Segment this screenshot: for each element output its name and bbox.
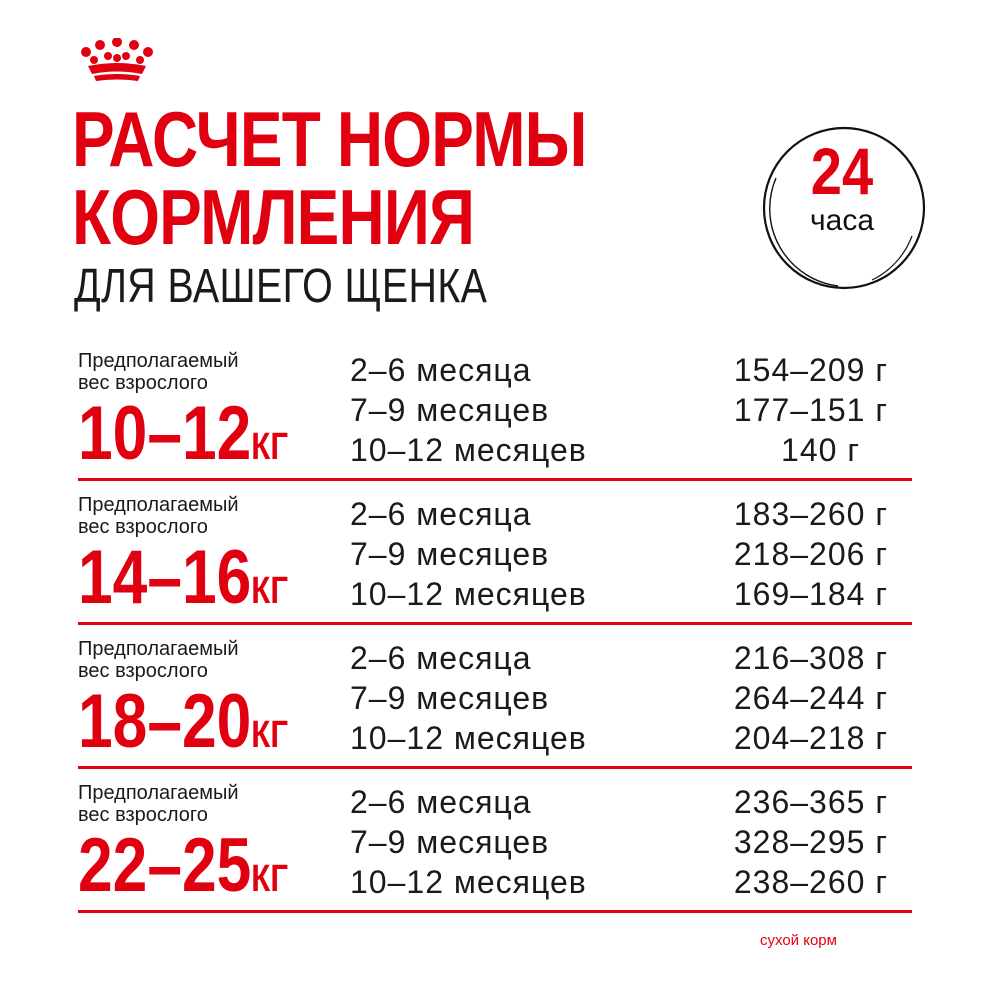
divider — [78, 478, 912, 481]
badge-number: 24 — [810, 134, 874, 208]
row-amount: 236–365 г — [733, 784, 888, 820]
group-label — [78, 638, 308, 682]
group-label — [78, 782, 308, 826]
group-label — [78, 350, 308, 394]
group-weight — [78, 535, 288, 631]
feeding-row — [350, 350, 888, 390]
group-label-line-2: вес взрослого — [78, 516, 208, 538]
group-weight — [78, 391, 288, 487]
row-age: 10–12 месяцев — [350, 576, 587, 612]
feeding-row — [350, 862, 888, 902]
row-age: 7–9 месяцев — [350, 536, 550, 572]
row-amount: 264–244 г — [733, 680, 888, 716]
row-age: 7–9 месяцев — [350, 824, 550, 860]
weight-unit: КГ — [251, 858, 288, 900]
row-age: 2–6 месяца — [350, 352, 532, 388]
feeding-row — [350, 782, 888, 822]
feeding-row — [350, 390, 888, 430]
row-age: 7–9 месяцев — [350, 680, 550, 716]
group-weight — [78, 823, 288, 919]
weight-group-14-16 — [78, 494, 912, 632]
feeding-row — [350, 534, 888, 574]
weight-unit: КГ — [251, 714, 288, 756]
feeding-rows — [350, 638, 888, 758]
weight-unit: КГ — [251, 570, 288, 612]
row-amount: 218–206 г — [733, 536, 888, 572]
row-age: 7–9 месяцев — [350, 392, 550, 428]
title-line-2: КОРМЛЕНИЯ — [72, 173, 475, 261]
row-age: 2–6 месяца — [350, 640, 532, 676]
group-label-line-2: вес взрослого — [78, 804, 208, 826]
group-label-line-2: вес взрослого — [78, 372, 208, 394]
feeding-row — [350, 574, 888, 614]
row-amount: 216–308 г — [733, 640, 888, 676]
feeding-row — [350, 822, 888, 862]
feeding-row — [350, 678, 888, 718]
feeding-row — [350, 430, 888, 470]
weight-value: 22–25 — [78, 823, 252, 908]
divider — [78, 622, 912, 625]
row-amount: 177–151 г — [733, 392, 888, 428]
row-amount: 238–260 г — [733, 864, 888, 900]
row-amount: 328–295 г — [733, 824, 888, 860]
hours-badge — [752, 134, 932, 238]
feeding-rows — [350, 494, 888, 614]
row-age: 10–12 месяцев — [350, 432, 587, 468]
crown-icon — [78, 38, 156, 82]
row-age: 10–12 месяцев — [350, 864, 587, 900]
row-age: 2–6 месяца — [350, 784, 532, 820]
row-amount: 204–218 г — [733, 720, 888, 756]
group-weight — [78, 679, 288, 775]
group-label-line-1: Предполагаемый — [78, 494, 239, 516]
feeding-row — [350, 638, 888, 678]
group-label-line-1: Предполагаемый — [78, 782, 239, 804]
row-amount: 169–184 г — [733, 576, 888, 612]
row-amount: 154–209 г — [733, 352, 888, 388]
divider — [78, 910, 912, 913]
group-label-line-1: Предполагаемый — [78, 638, 239, 660]
footnote: сухой корм — [760, 932, 837, 949]
weight-value: 10–12 — [78, 391, 252, 476]
weight-group-10-12 — [78, 350, 912, 488]
page-subtitle: ДЛЯ ВАШЕГО ЩЕНКА — [74, 260, 488, 313]
row-age: 2–6 месяца — [350, 496, 532, 532]
weight-value: 14–16 — [78, 535, 252, 620]
weight-group-22-25 — [78, 782, 912, 920]
row-amount: 140 г — [781, 432, 860, 468]
feeding-rows — [350, 782, 888, 902]
weight-value: 18–20 — [78, 679, 252, 764]
badge-unit: часа — [810, 204, 874, 237]
group-label-line-2: вес взрослого — [78, 660, 208, 682]
page-title — [72, 95, 587, 261]
feeding-row — [350, 494, 888, 534]
weight-unit: КГ — [251, 426, 288, 468]
feeding-rows — [350, 350, 888, 470]
feeding-row — [350, 718, 888, 758]
divider — [78, 766, 912, 769]
title-line-1: РАСЧЕТ НОРМЫ — [72, 95, 587, 183]
row-amount: 183–260 г — [733, 496, 888, 532]
group-label — [78, 494, 308, 538]
group-label-line-1: Предполагаемый — [78, 350, 239, 372]
row-age: 10–12 месяцев — [350, 720, 587, 756]
weight-group-18-20 — [78, 638, 912, 776]
